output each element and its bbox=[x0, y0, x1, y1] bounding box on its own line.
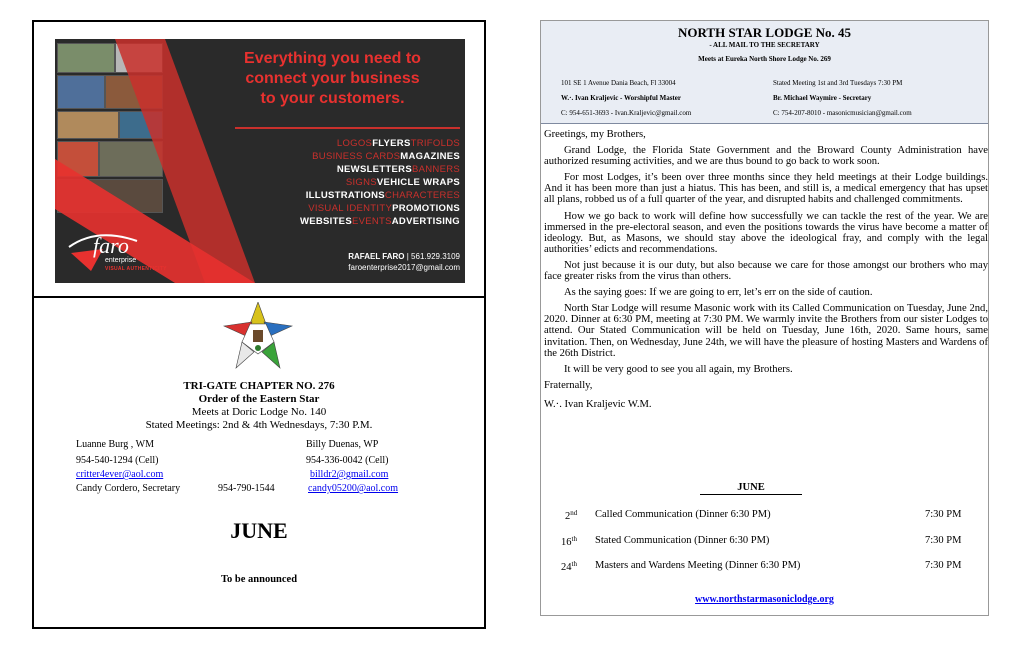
ad-service-item: VISUAL IDENTITY bbox=[308, 203, 393, 214]
event-time: 7:30 PM bbox=[925, 535, 962, 546]
ad-service-item: LOGOS bbox=[336, 138, 373, 149]
event-name: Stated Communication (Dinner 6:30 PM) bbox=[595, 535, 770, 546]
ad-service-item: BUSINESS CARDS bbox=[312, 151, 401, 162]
schedule-title: JUNE bbox=[700, 482, 802, 495]
letter-signature: W.·. Ivan Kraljevic W.M. bbox=[544, 398, 652, 410]
ad-service-row bbox=[250, 176, 460, 189]
contact-phone: | 561.929.3109 bbox=[406, 252, 460, 261]
secretary-name: Candy Cordero, Secretary bbox=[76, 483, 181, 494]
wp-name: Billy Duenas, WP bbox=[306, 439, 379, 450]
event-time: 7:30 PM bbox=[925, 509, 962, 520]
logo-brand: faro bbox=[93, 233, 129, 258]
eastern-star-emblem-icon bbox=[222, 302, 294, 370]
ad-headline: Everything you need to connect your business to your customers. bbox=[244, 50, 421, 107]
lodge-stated-meeting: Stated Meeting 1st and 3rd Tuesdays 7:30 PM bbox=[773, 79, 903, 87]
ad-service-row bbox=[250, 189, 460, 202]
right-page bbox=[540, 20, 989, 616]
ad-service-item: VEHICLE WRAPS bbox=[376, 177, 460, 188]
event-name: Masters and Wardens Meeting (Dinner 6:30 PM) bbox=[595, 560, 801, 571]
faro-enterprise-ad bbox=[55, 39, 465, 283]
logo-tagline: VISUAL AUTHENTICITY bbox=[105, 266, 167, 272]
ad-service-item: SIGNS bbox=[345, 177, 377, 188]
letter-body bbox=[544, 129, 988, 415]
ad-service-row bbox=[250, 137, 460, 150]
lodge-address: 101 SE 1 Avenue Dania Beach, Fl 33004 bbox=[561, 79, 676, 87]
chapter-tba: To be announced bbox=[220, 574, 298, 585]
ad-service-item: NEWSLETTERS bbox=[336, 164, 412, 175]
lodge-meets: Meets at Eureka North Shore Lodge No. 269 bbox=[698, 55, 831, 63]
ad-services-list bbox=[250, 137, 460, 228]
wm-name: Luanne Burg , WM bbox=[76, 439, 154, 450]
ad-service-item: PROMOTIONS bbox=[392, 203, 460, 214]
lodge-mail-note: - ALL MAIL TO THE SECRETARY bbox=[709, 41, 820, 49]
chapter-meets: Meets at Doric Lodge No. 140 bbox=[191, 406, 327, 418]
website-link[interactable]: www.northstarmasoniclodge.org bbox=[695, 594, 834, 605]
ad-service-item: EVENTS bbox=[351, 216, 392, 227]
letter-paragraph: North Star Lodge will resume Masonic work with its Called Communication on Tuesday, June 2nd, 2020. Dinner at 6:30 PM, meeting at 7:30 PM. We warmly invite the Brothers from our sister Lodges to attend. Our Stated Communication will be held on Tuesday, June 16th, 2020. Same hours, same invitation. Then, on Wednesday, June 24th, we will have the pleasure of hosting Masters and Wardens of the 26th District. bbox=[544, 303, 988, 359]
chapter-order: Order of the Eastern Star bbox=[198, 393, 320, 405]
ad-service-row bbox=[250, 150, 460, 163]
chapter-stated-meetings: Stated Meetings: 2nd & 4th Wednesdays, 7:30 P.M. bbox=[145, 419, 373, 431]
letter-greeting: Greetings, my Brothers, bbox=[544, 129, 646, 140]
ad-service-row bbox=[250, 163, 460, 176]
ad-service-item: MAGAZINES bbox=[400, 151, 460, 162]
chapter-name: TRI-GATE CHAPTER NO. 276 bbox=[183, 380, 335, 392]
letter-paragraph: Not just because it is our duty, but also because we care for those amongst our brothers who may face greater risks from the virus than others. bbox=[544, 259, 988, 283]
event-date: 16th bbox=[561, 535, 577, 548]
lodge-secretary-contact: C: 754-207-8010 - masonicmusician@gmail.com bbox=[773, 109, 912, 117]
ad-service-item: WEBSITES bbox=[299, 216, 352, 227]
event-time: 7:30 PM bbox=[925, 560, 962, 571]
chapter-section bbox=[34, 300, 484, 627]
secretary-phone: 954-790-1544 bbox=[218, 483, 275, 494]
ad-service-row bbox=[250, 215, 460, 228]
lodge-title: NORTH STAR LODGE No. 45 bbox=[677, 25, 852, 40]
lodge-header bbox=[541, 21, 988, 124]
ad-service-row bbox=[250, 202, 460, 215]
event-date: 24th bbox=[561, 560, 577, 573]
secretary-email-link[interactable]: candy05200@aol.com bbox=[308, 483, 399, 494]
wm-phone: 954-540-1294 (Cell) bbox=[76, 455, 159, 466]
ad-service-item: FLYERS bbox=[372, 138, 411, 149]
letter-paragraph: How we go back to work will define how successfully we can tackle the rest of the year. We are immersed in the pre-electoral season, and even the positions towards the virus have become a matter of ideology. But, as Masons, we should stay above the ideological fray, and comply with the legal authorities’ edicts and recommendations. bbox=[544, 210, 988, 255]
left-page bbox=[32, 20, 486, 629]
ad-service-item: BANNERS bbox=[411, 164, 460, 175]
letter-paragraph: As the saying goes: If we are going to err, let’s err on the side of caution. bbox=[564, 287, 873, 299]
event-name: Called Communication (Dinner 6:30 PM) bbox=[595, 509, 771, 520]
wp-phone: 954-336-0042 (Cell) bbox=[306, 455, 389, 466]
contact-name: RAFAEL FARO bbox=[348, 252, 405, 261]
faro-logo bbox=[67, 227, 187, 277]
lodge-master-contact: C: 954-651-3693 - Ivan.Kraljevic@gmail.com bbox=[561, 109, 692, 117]
chapter-month-heading: JUNE bbox=[230, 518, 288, 543]
lodge-secretary: Br. Michael Waymire - Secretary bbox=[773, 94, 872, 102]
letter-closing: Fraternally, bbox=[544, 379, 593, 391]
contact-email: faroenterprise2017@gmail.com bbox=[348, 263, 460, 272]
wp-email-link[interactable]: billdr2@gmail.com bbox=[310, 469, 389, 480]
event-date: 2nd bbox=[565, 509, 578, 522]
lodge-master: W.·. Ivan Kraljevic - Worshipful Master bbox=[561, 94, 681, 102]
wm-email-link[interactable]: critter4ever@aol.com bbox=[76, 469, 164, 480]
ad-service-item: CHARACTERES bbox=[384, 190, 460, 201]
letter-paragraph: It will be very good to see you all again, my Brothers. bbox=[564, 363, 793, 375]
letter-paragraph: Grand Lodge, the Florida State Government and the Broward County Administration have authorized resuming activities, and we are thus bound to go back to work soon. bbox=[544, 145, 988, 168]
advertisement-section bbox=[34, 22, 484, 298]
ad-service-item: ILLUSTRATIONS bbox=[305, 190, 385, 201]
ad-service-item: ADVERTISING bbox=[391, 216, 460, 227]
letter-paragraph: For most Lodges, it’s been over three months since they held meetings at their Lodge buildings. And it has been more than just a hiatus. This has been, and still is, a medical emergency that has upset all plans, robbed us of a full quarter of the year, and disrupted habits and challenged commitments. bbox=[544, 172, 988, 206]
ad-contact bbox=[260, 251, 460, 273]
ad-service-item: TRIFOLDS bbox=[410, 138, 460, 149]
logo-subtitle: enterprise bbox=[105, 257, 137, 264]
